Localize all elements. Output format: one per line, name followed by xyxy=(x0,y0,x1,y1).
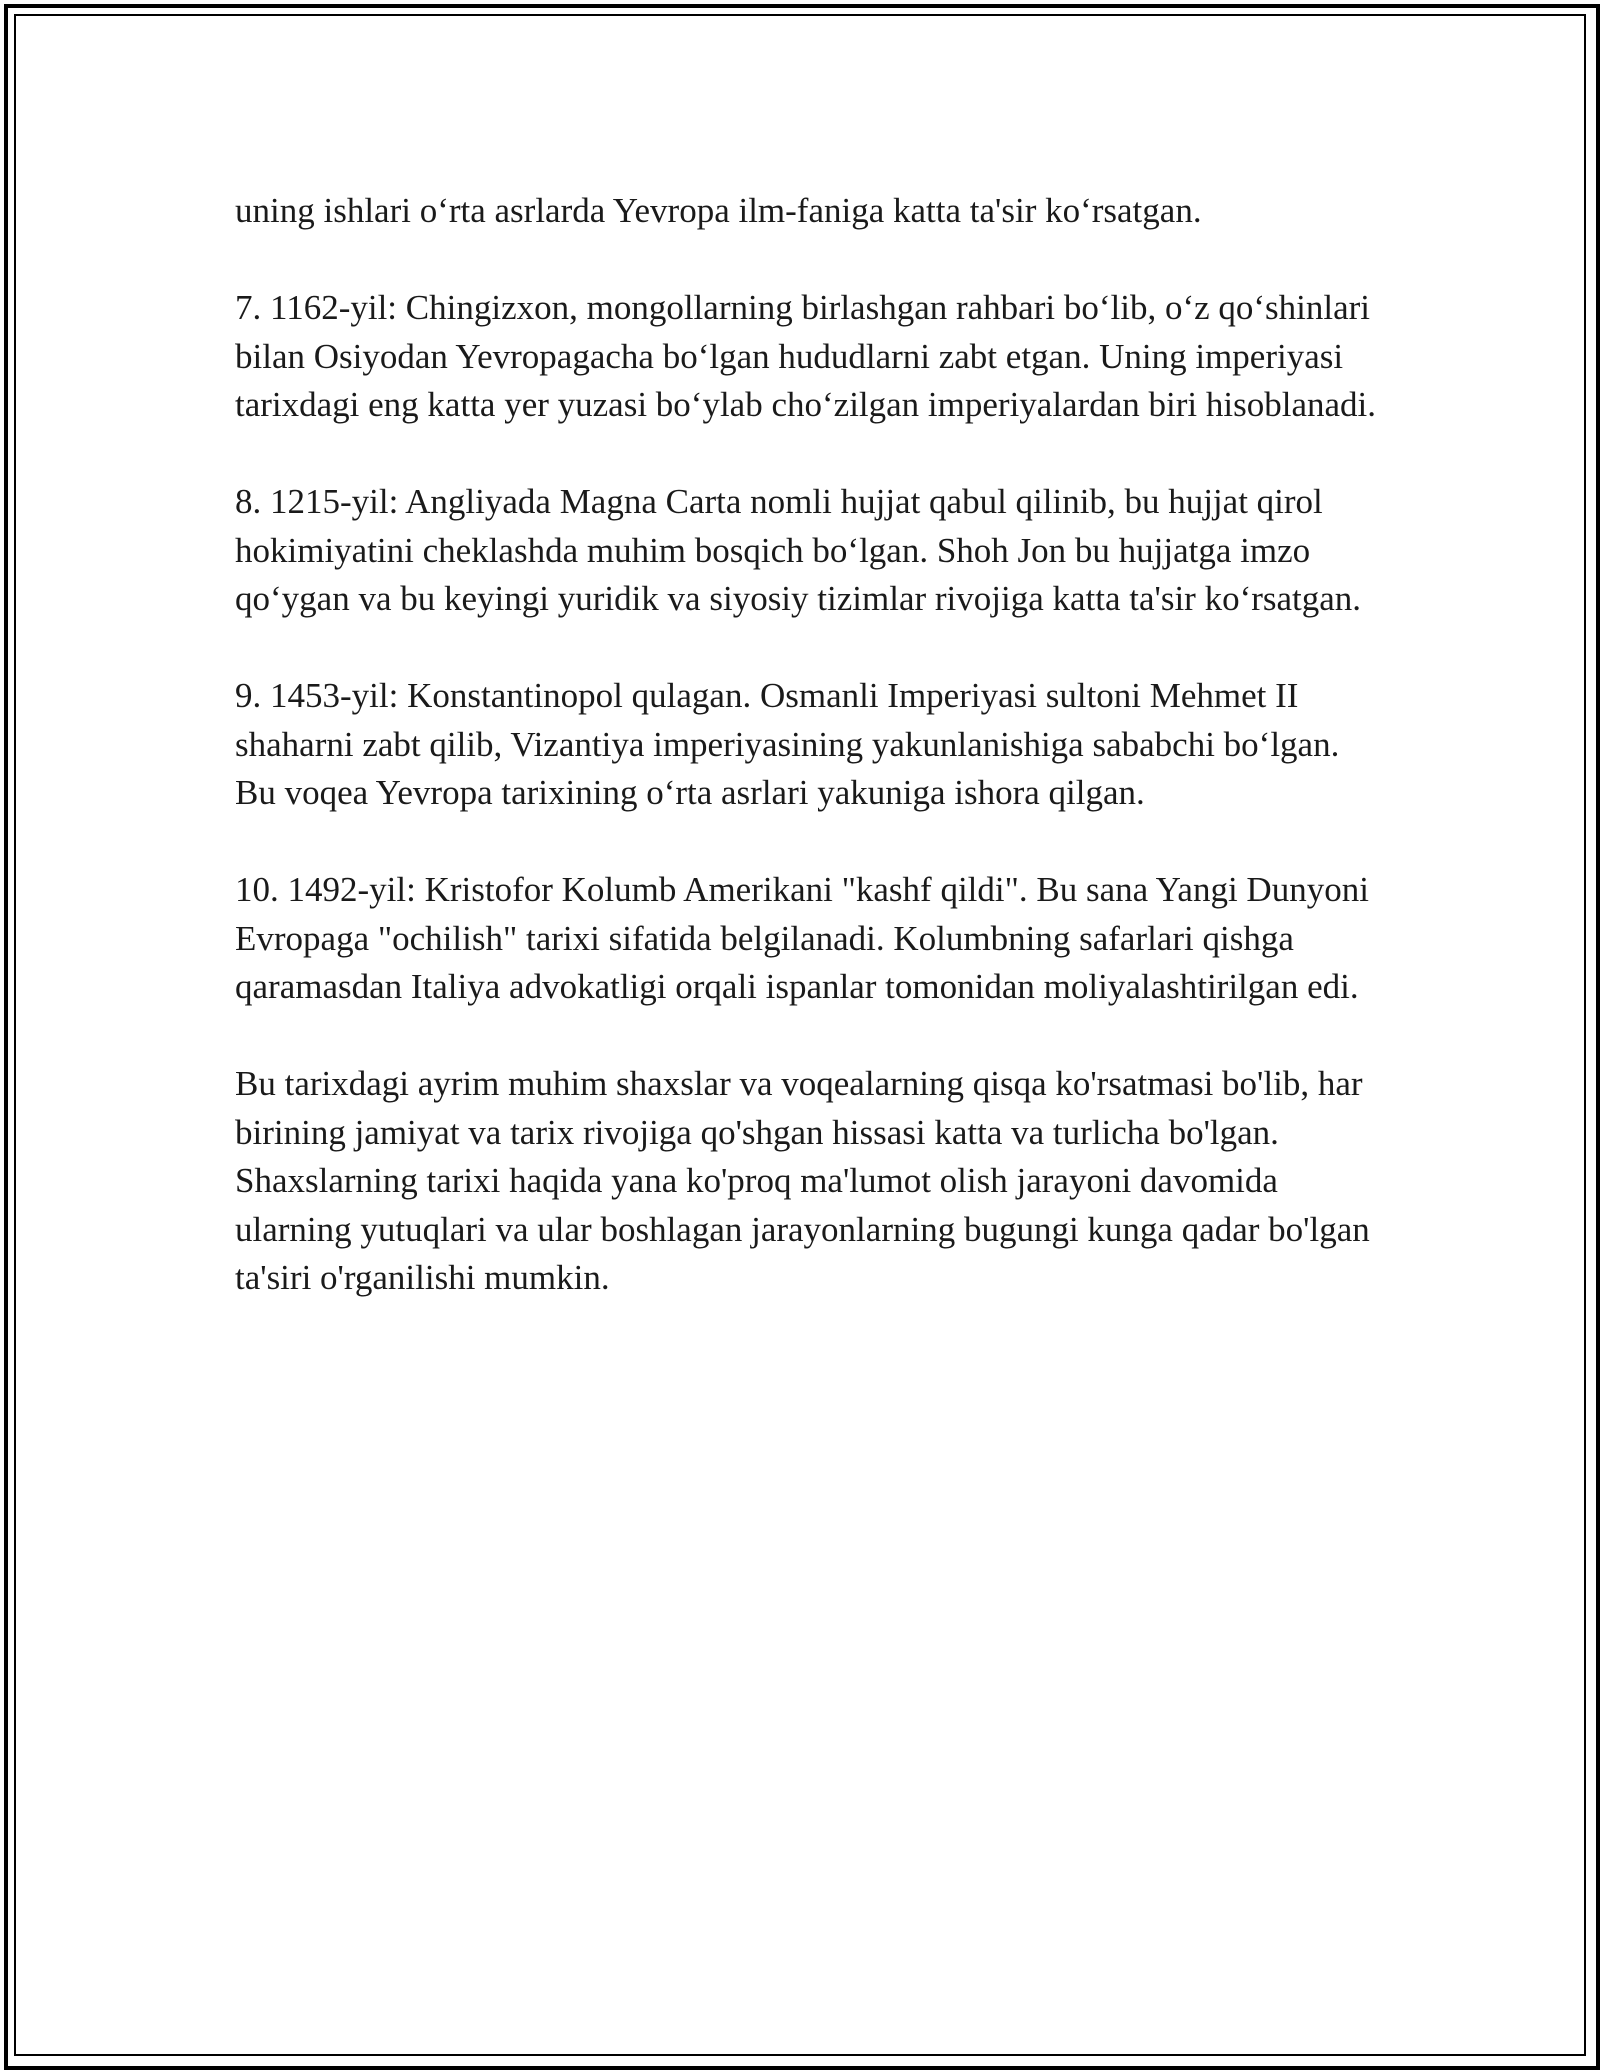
document-body xyxy=(235,187,1385,1303)
paragraph-continuation: uning ishlari o‘rta asrlarda Yevropa ilm-faniga katta ta'sir ko‘rsatgan. xyxy=(235,191,1202,230)
paragraph-item-7: 7. 1162-yil: Chingizxon, mongollarning birlashgan rahbari bo‘lib, o‘z qo‘shinlari bilan Osiyodan Yevropagacha bo‘lgan hududlarni zabt etgan. Uning imperiyasi tarixdagi eng katta yer yuzasi bo‘ylab cho‘zilgan imperiyalardan biri hisoblanadi. xyxy=(235,288,1376,424)
paragraph-item-8: 8. 1215-yil: Angliyada Magna Carta nomli hujjat qabul qilinib, bu hujjat qirol hokimiyatini cheklashda muhim bosqich bo‘lgan. Shoh Jon bu hujjatga imzo qo‘ygan va bu keyingi yuridik va siyosiy tizimlar rivojiga katta ta'sir ko‘rsatgan. xyxy=(235,482,1362,618)
paragraph-item-9: 9. 1453-yil: Konstantinopol qulagan. Osmanli Imperiyasi sultoni Mehmet II shaharni zabt qilib, Vizantiya imperiyasining yakunlanishiga sababchi bo‘lgan. Bu voqea Yevropa tarixining o‘rta asrlari yakuniga ishora qilgan. xyxy=(235,676,1340,812)
paragraph-conclusion: Bu tarixdagi ayrim muhim shaxslar va voqealarning qisqa ko'rsatmasi bo'lib, har birining jamiyat va tarix rivojiga qo'shgan hissasi katta va turlicha bo'lgan. Shaxslarning tarixi haqida yana ko'proq ma'lumot olish jarayoni davomida ularning yutuqlari va ular boshlagan jarayonlarning bugungi kunga qadar bo'lgan ta'siri o'rganilishi mumkin. xyxy=(235,1064,1370,1297)
paragraph-item-10: 10. 1492-yil: Kristofor Kolumb Amerikani "kashf qildi". Bu sana Yangi Dunyoni Evropaga "ochilish" tarixi sifatida belgilanadi. Kolumbning safarlari qishga qaramasdan Italiya advokatligi orqali ispanlar tomonidan moliyalashtirilgan edi. xyxy=(235,870,1369,1006)
